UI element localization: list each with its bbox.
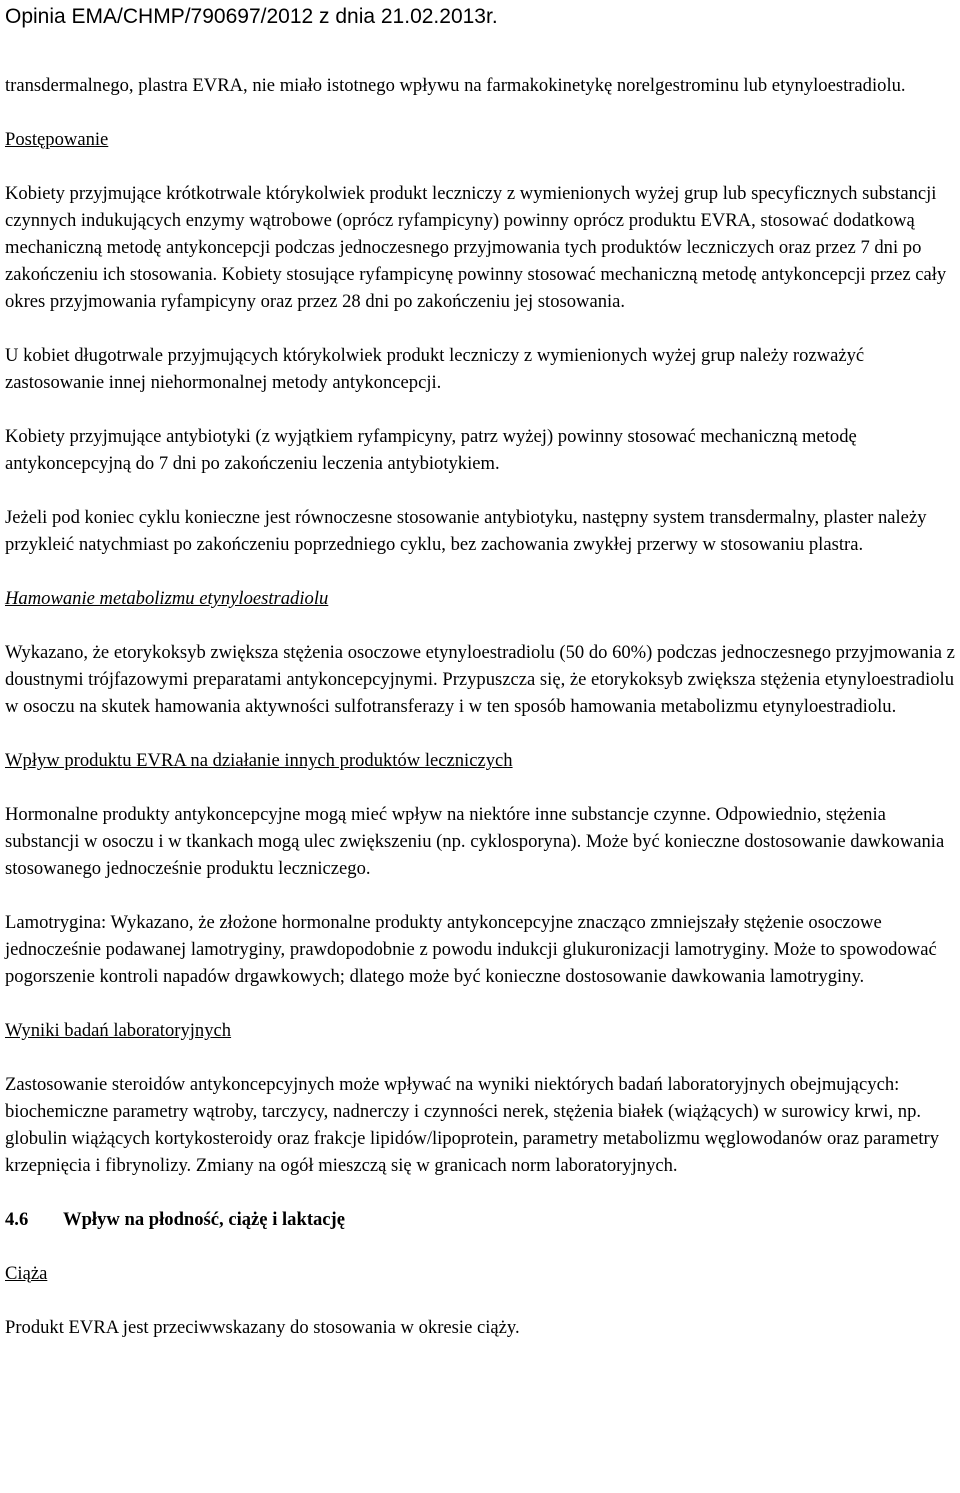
paragraph-antibiotics: Kobiety przyjmujące antybiotyki (z wyjątkiem ryfampicyny, patrz wyżej) powinny stosować mechaniczną metodę antykoncepcyjną do 7 dni po zakończeniu leczenia antybiotykiem. xyxy=(5,426,857,474)
document-body xyxy=(5,72,955,1368)
ciaza-heading: Ciąża xyxy=(5,1263,48,1284)
section-number: 4.6 xyxy=(5,1209,29,1230)
document-header: Opinia EMA/CHMP/790697/2012 z dnia 21.02.2013r. xyxy=(5,5,498,28)
wplyw-heading: Wpływ produktu EVRA na działanie innych produktów leczniczych xyxy=(5,750,513,771)
paragraph-hormonal-effects: Hormonalne produkty antykoncepcyjne mogą mieć wpływ na niektóre inne substancje czynne. Odpowiednio, stężenia substancji w osoczu i w tkankach mogą ulec zwiększeniu (np. cyklosporyna). Może być konieczne dostosowanie dawkowania stosowanego jednocześnie produktu leczniczego. xyxy=(5,804,945,879)
paragraph-inducers: Kobiety przyjmujące krótkotrwale którykolwiek produkt leczniczy z wymienionych wyżej grup lub specyficznych substancji czynnych indukujących enzymy wątrobowe (oprócz ryfampicyny) powinny oprócz produktu EVRA, stosować dodatkową mechaniczną metodę antykoncepcji podczas jednoczesnego przyjmowania tych produktów leczniczych oraz przez 7 dni po zakończeniu ich stosowania. Kobiety stosujące ryfampicynę powinny stosować mechaniczną metodę antykoncepcji przez cały okres przyjmowania ryfampicyny oraz przez 28 dni po zakończeniu jej stosowania. xyxy=(5,183,947,312)
wyniki-heading: Wyniki badań laboratoryjnych xyxy=(5,1020,232,1041)
postepowanie-heading: Postępowanie xyxy=(5,129,109,150)
section-4-6-heading xyxy=(5,1206,955,1233)
paragraph-pregnancy: Produkt EVRA jest przeciwwskazany do stosowania w okresie ciąży. xyxy=(5,1317,520,1338)
paragraph-lab-results: Zastosowanie steroidów antykoncepcyjnych może wpływać na wyniki niektórych badań laboratoryjnych obejmujących: biochemiczne parametry wątroby, tarczycy, nadnerczy i czynności nerek, stężenia białek (wiążących) w surowicy krwi, np. globulin wiążących kortykosteroidy oraz frakcje lipidów/lipoprotein, parametry metabolizmu węglowodanów oraz parametry krzepnięcia i fibrynolizy. Zmiany na ogół mieszczą się w granicach norm laboratoryjnych. xyxy=(5,1074,940,1176)
paragraph-long-term: U kobiet długotrwale przyjmujących którykolwiek produkt leczniczy z wymienionych wyżej grup należy rozważyć zastosowanie innej niehormonalnej metody antykoncepcji. xyxy=(5,345,865,393)
hamowanie-heading: Hamowanie metabolizmu etynyloestradiolu xyxy=(5,588,329,609)
paragraph-lamotrigine: Lamotrygina: Wykazano, że złożone hormonalne produkty antykoncepcyjne znacząco zmniejszały stężenie osoczowe jednocześnie podawanej lamotryginy, prawdopodobnie z powodu indukcji glukuronizacji lamotryginy. Może to spowodować pogorszenie kontroli napadów drgawkowych; dlatego może być konieczne dostosowanie dawkowania lamotryginy. xyxy=(5,912,937,987)
intro-paragraph: transdermalnego, plastra EVRA, nie miało istotnego wpływu na farmakokinetykę norelgestrominu lub etynyloestradiolu. xyxy=(5,75,906,96)
paragraph-etoricoxib: Wykazano, że etorykoksyb zwiększa stężenia osoczowe etynyloestradiolu (50 do 60%) podczas jednoczesnego przyjmowania z doustnymi trójfazowymi preparatami antykoncepcyjnymi. Przypuszcza się, że etorykoksyb zwiększa stężenia etynyloestradiolu w osoczu na skutek hamowania aktywności sulfotransferazy i w ten sposób hamowania metabolizmu etynyloestradiolu. xyxy=(5,642,955,717)
section-title: Wpływ na płodność, ciążę i laktację xyxy=(63,1209,346,1230)
paragraph-cycle-end: Jeżeli pod koniec cyklu konieczne jest równoczesne stosowanie antybiotyku, następny system transdermalny, plaster należy przykleić natychmiast po zakończeniu poprzedniego cyklu, bez zachowania zwykłej przerwy w stosowaniu plastra. xyxy=(5,507,927,555)
